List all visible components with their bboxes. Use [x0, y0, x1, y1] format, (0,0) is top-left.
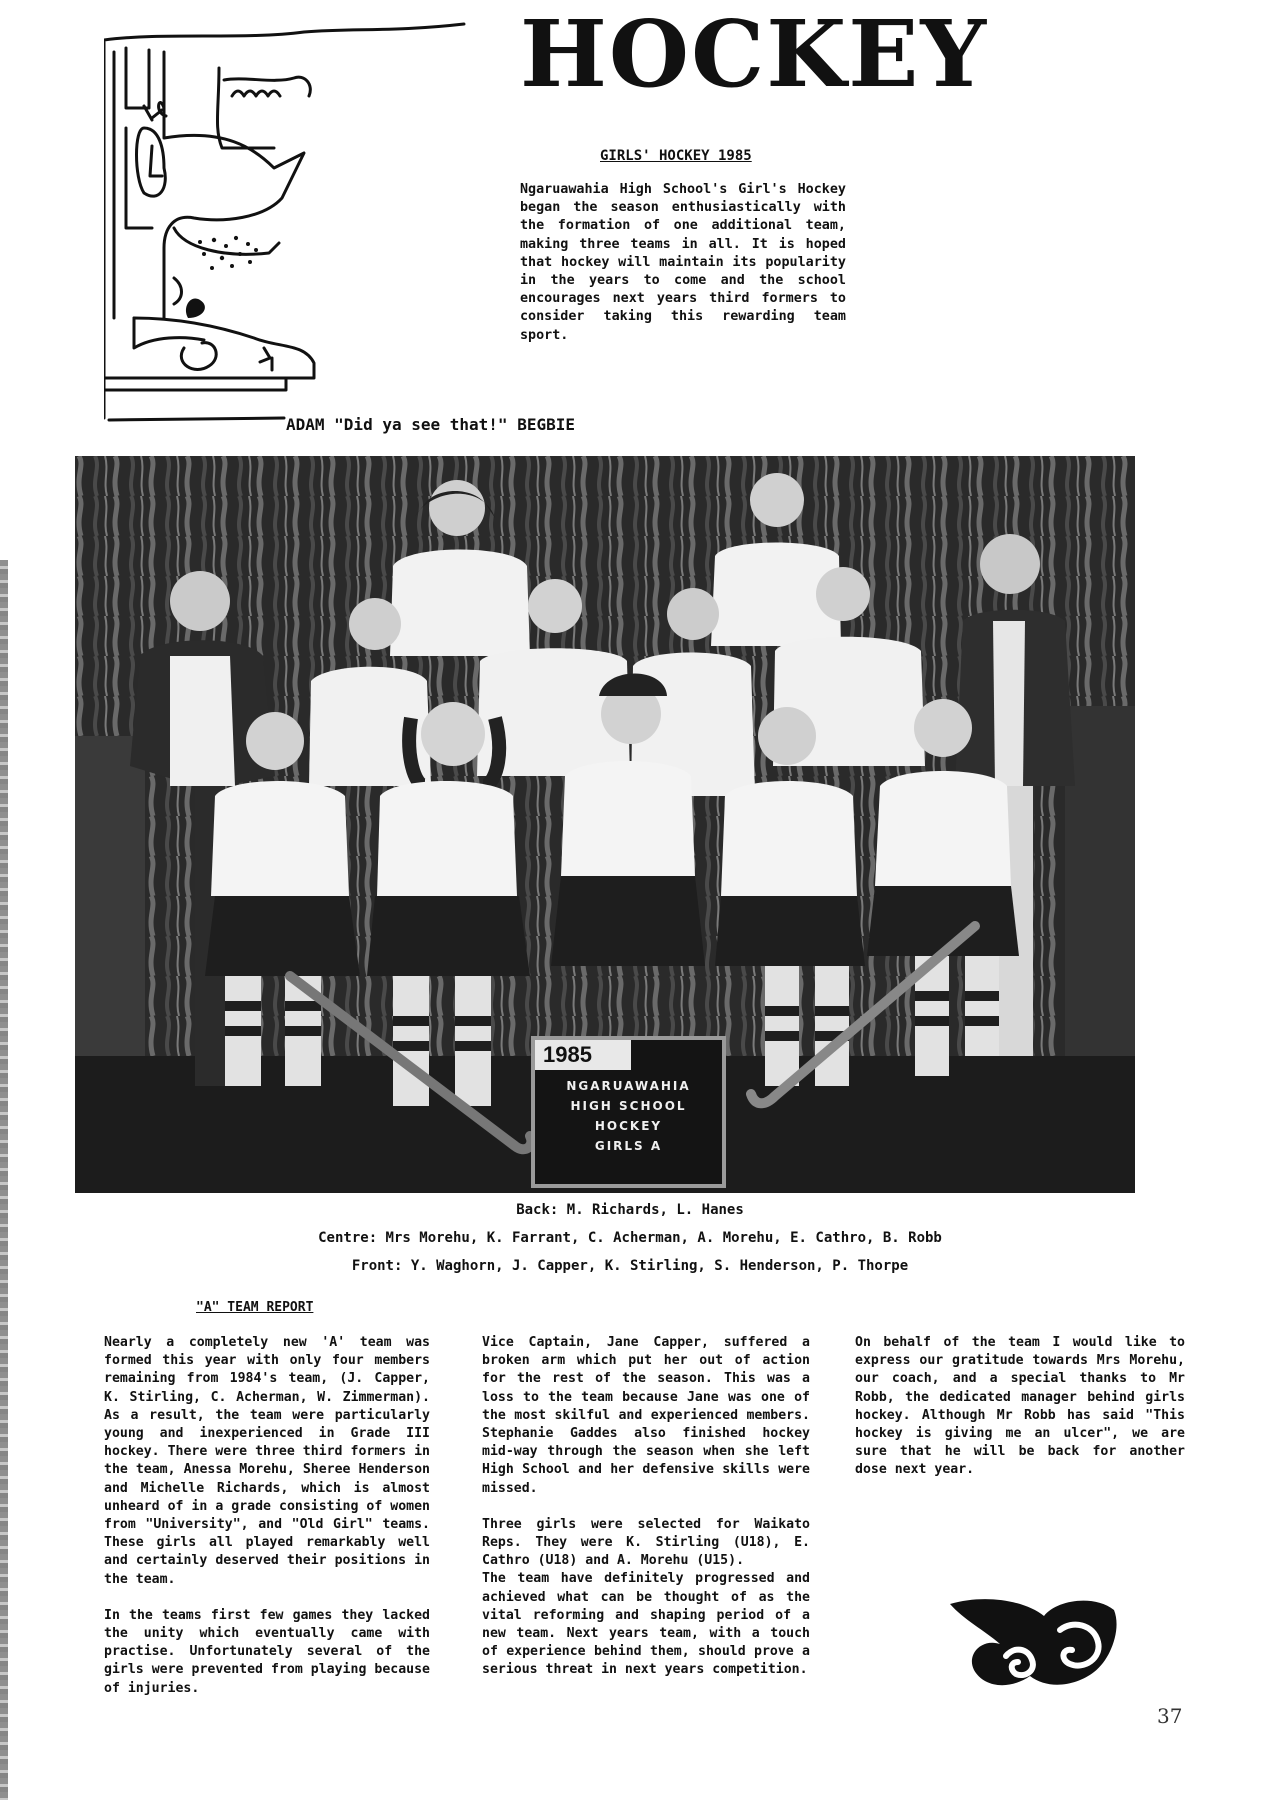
caption-back-row: Back: M. Richards, L. Hanes — [516, 1202, 744, 1218]
photo-captions — [200, 1196, 1060, 1280]
name-board-line: NGARUAWAHIA — [566, 1079, 691, 1093]
report-column-3 — [855, 1334, 1185, 1498]
team-photograph — [75, 456, 1135, 1193]
report-paragraph: Nearly a completely new 'A' team was formed this year with only four members remaining from 1984's team, (J. Capper, K. Stirling, C. Acherman, W. Zimmerman). As a result, the team were particularly young and inexperienced in Grade III hockey. There were three third formers in the team, Anessa Morehu, Sheree Henderson and Michelle Richards, which is almost unheard of in a grade consisting of women from "University", and "Old Girl" teams. These girls all played remarkably well and certainly deserved their positions in the team. — [104, 1335, 430, 1587]
cartoon-caption: ADAM "Did ya see that!" BEGBIE — [286, 415, 575, 434]
name-board-line: GIRLS A — [594, 1139, 663, 1153]
intro-paragraph: Ngaruawahia High School's Girl's Hockey began the season enthusiastically with the formation of one additional team, making three teams in all. It is hoped that hockey will maintain its popularity in the years to come and the school encourages next years third formers to consider taking this rewarding team sport. — [520, 182, 846, 343]
cartoon-illustration — [104, 18, 484, 450]
report-heading: "A" TEAM REPORT — [196, 1300, 314, 1315]
report-paragraph: Vice Captain, Jane Capper, suffered a broken arm which put her out of action for the rest of the season. This was a loss to the team because Jane was one of the most skilful and experienced members. Stephanie Gaddes also finished hockey mid-way through the season when she left High School and her defensive skills were missed. — [482, 1335, 810, 1496]
report-paragraph: On behalf of the team I would like to express our gratitude towards Mrs Morehu, our coach, and a special thanks to Mr Robb, the dedicated manager behind girls hockey. Although Mr Robb has said "This hockey is giving me an ulcer", we are sure that he will be back for another dose next year. — [855, 1335, 1185, 1478]
report-column-1 — [104, 1334, 430, 1716]
report-column-2 — [482, 1334, 810, 1698]
report-paragraph: Three girls were selected for Waikato Reps. They were K. Stirling (U18), E. Cathro (U18) and A. Morehu (U15). — [482, 1516, 810, 1569]
scanned-page-edge — [0, 560, 8, 1800]
caption-front-row: Front: Y. Waghorn, J. Capper, K. Stirling, S. Henderson, P. Thorpe — [351, 1258, 909, 1274]
koru-motif-icon — [944, 1590, 1122, 1700]
name-board — [531, 1036, 726, 1188]
page-title: HOCKEY — [520, 0, 989, 108]
intro-heading: GIRLS' HOCKEY 1985 — [600, 148, 752, 164]
report-paragraph: The team have definitely progressed and achieved what can be thought of as the vital reforming and shaping period of a new team. Next years team, with a touch of experience behind them, should prove a serious threat in next years competition. — [482, 1571, 810, 1678]
name-board-line: HOCKEY — [594, 1119, 663, 1133]
name-board-year: 1985 — [535, 1040, 631, 1070]
report-paragraph: In the teams first few games they lacked the unity which eventually came with practise. Unfortunately several of the girls were prevented from playing because of injuries. — [104, 1607, 430, 1696]
page-number: 37 — [1157, 1704, 1183, 1728]
name-board-line: HIGH SCHOOL — [570, 1099, 687, 1113]
caption-centre-row: Centre: Mrs Morehu, K. Farrant, C. Acherman, A. Morehu, E. Cathro, B. Robb — [318, 1230, 942, 1246]
